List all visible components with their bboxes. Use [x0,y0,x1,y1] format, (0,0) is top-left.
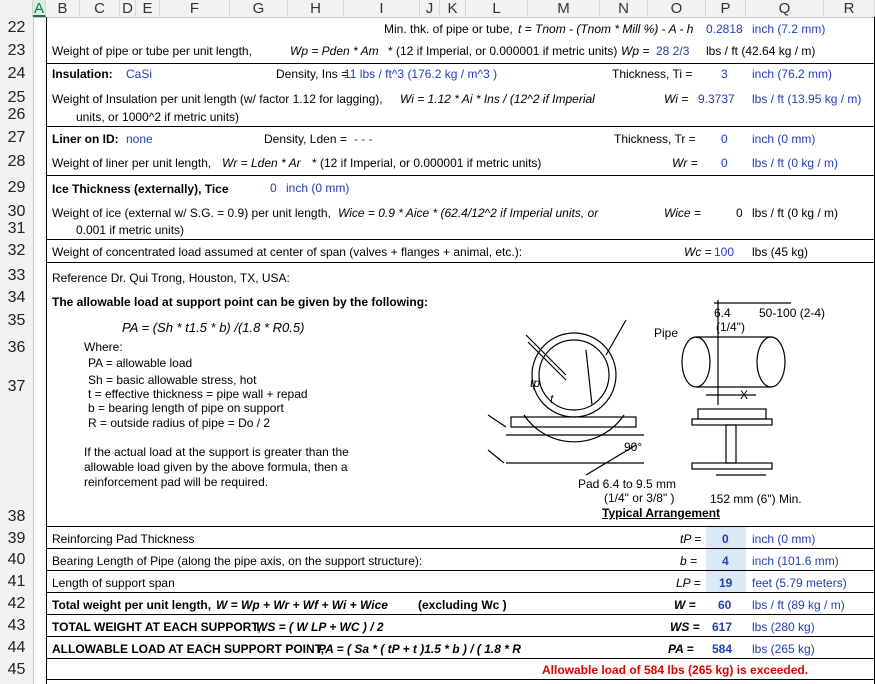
col-header-l[interactable]: L [466,0,528,17]
break-lines [488,415,506,463]
span-length-symbol: LP = [676,576,701,590]
diagram-x-label: X [740,388,749,402]
pipe-weight-value[interactable]: 28 2/3 [656,44,690,58]
beam-web [726,425,736,463]
insulation-weight-cont: units, or 1000^2 if metric units) [76,110,240,124]
total-weight-formula: W = Wp + Wr + Wf + Wi + Wice [216,598,388,612]
pad-thk-label: Reinforcing Pad Thickness [52,532,195,546]
pipe-end-right [757,337,785,387]
load-exceeded-warning: Allowable load of 584 lbs (265 kg) is exceeded. [542,663,809,677]
ice-weight-formula: Wice = 0.9 * Aice * (62.4/12^2 if Imperial units, or [338,206,599,220]
col-header-a[interactable]: A [33,0,44,17]
left-border [46,17,47,684]
conc-load-label: Weight of concentrated load assumed at center of span (valves + flanges + animal, etc.): [52,245,523,259]
liner-density-label: Density, Lden = [264,132,347,146]
span-length-label: Length of support span [52,576,175,590]
row-header[interactable]: 24 [7,65,26,82]
col-header-c[interactable]: C [80,0,120,17]
row-border [46,636,875,637]
row-header[interactable]: 40 [7,551,26,568]
row-border [46,592,875,593]
total-support-weight-formula: WS = ( W LP + WC ) / 2 [256,620,384,634]
row-header[interactable]: 35 [7,312,26,329]
min-thk-value[interactable]: 0.2818 [706,22,743,36]
where-r: R = outside radius of pipe = Do / 2 [88,416,271,430]
row-border [46,126,875,127]
insulation-density[interactable]: 11 lbs / ft^3 (176.2 kg / m^3 ) [344,67,498,81]
min-thk-label: Min. thk. of pipe or tube, [384,22,513,36]
column-header-bar [0,0,875,18]
col-header-o[interactable]: O [648,0,706,17]
liner-density[interactable]: - - - [354,132,373,146]
allowable-load-unit: lbs (265 kg) [752,642,815,656]
row-header[interactable]: 34 [7,289,26,306]
total-weight-symbol: W = [674,598,696,612]
row-header[interactable]: 36 [7,339,26,356]
liner-weight-formula: Wr = Lden * Ar [222,156,301,170]
liner-weight-value[interactable]: 0 [721,156,728,170]
note-line-3: reinforcement pad will be required. [84,475,269,489]
row-border [46,570,875,571]
diagram-dim-50-100: 50-100 (2-4) [759,306,826,320]
liner-weight-symbol: Wr = [672,156,698,170]
total-support-weight-symbol: WS = [670,620,700,634]
insulation-weight-formula: Wi = 1.12 * Ai * Ins / (12^2 if Imperial [400,92,595,106]
liner-thk-unit: inch (0 mm) [752,132,816,146]
diagram-dim-quarter: (1/4") [716,320,745,334]
col-header-b[interactable]: B [46,0,80,17]
col-header-e[interactable]: E [136,0,160,17]
pad-thk-symbol: tP = [680,532,702,546]
col-header-p[interactable]: P [706,0,746,17]
insulation-density-label: Density, Ins = [276,67,349,81]
repad-side [698,409,766,419]
col-header-r[interactable]: R [824,0,875,17]
col-header-i[interactable]: I [344,0,420,17]
row-header[interactable]: 29 [7,179,26,196]
diagram-pipe-label: Pipe [654,326,679,340]
allowable-load-formula: PA = ( Sa * ( tP + t )1.5 * b ) / ( 1.8 * R [318,642,521,656]
row-border [46,175,875,176]
liner-weight-note: * (12 if Imperial, or 0.000001 if metric units) [312,156,542,170]
insulation-label: Insulation: [52,67,113,81]
row-header[interactable]: 42 [7,595,26,612]
liner-thk-value[interactable]: 0 [721,132,728,146]
diagram-tp-label: tp [530,376,541,390]
liner-weight-label: Weight of liner per unit length, [52,156,212,170]
total-weight-label: Total weight per unit length, [52,598,212,612]
ice-weight-unit: lbs / ft (0 kg / m) [752,206,839,220]
span-length-unit: feet (5.79 meters) [752,576,847,590]
total-weight-note: (excluding Wc ) [418,598,507,612]
row-header[interactable]: 22 [7,19,26,36]
diagram-dim-6-4: 6.4 [714,306,731,320]
note-line-2: allowable load given by the above formula, then a [84,460,348,474]
insulation-weight-label: Weight of Insulation per unit length (w/ factor 1.12 for lagging), [52,92,383,106]
row-header[interactable]: 43 [7,617,26,634]
insulation-weight-symbol: Wi = [664,92,689,106]
typical-arrangement-caption: Typical Arrangement [602,506,721,520]
insulation-weight-value[interactable]: 9.3737 [698,92,735,106]
where-t: t = effective thickness = pipe wall + repad [88,387,308,401]
row-header-bar [0,17,34,684]
span-length-value[interactable]: 19 [719,576,733,590]
row-header[interactable]: 39 [7,530,26,547]
row-header[interactable]: 37 [7,378,26,395]
row-border [46,679,875,680]
where-pa: PA = allowable load [88,356,193,370]
ice-weight-label: Weight of ice (external w/ S.G. = 0.9) per unit length, [52,206,331,220]
col-header-j[interactable]: J [420,0,440,17]
diagram-min-label: 152 mm (6") Min. [710,492,802,506]
diagram-pad-label-2: (1/4" or 3/8" ) [604,491,675,505]
allowable-load-equation: PA = (Sh * t1.5 * b) /(1.8 * R0.5) [122,320,305,335]
allowable-load-heading: The allowable load at support point can be given by the following: [52,295,429,309]
beam-flange-top [692,419,772,425]
where-b: b = bearing length of pipe on support [88,401,284,415]
reference-line: Reference Dr. Qui Trong, Houston, TX, USA: [52,271,290,285]
conc-load-symbol: Wc = [684,245,712,259]
row-header[interactable]: 27 [7,129,26,146]
conc-load-unit: lbs (45 kg) [752,245,809,259]
pipe-weight-formula: Wp = Pden * Am [290,44,379,58]
row-header[interactable]: 26 [7,106,26,123]
row-header[interactable]: 31 [7,220,26,237]
pipe-end-left [682,337,710,387]
worksheet[interactable] [46,17,875,684]
total-support-weight-unit: lbs (280 kg) [752,620,815,634]
row-header[interactable]: 44 [7,639,26,656]
bearing-length-unit: inch (101.6 mm) [752,554,839,568]
col-header-q[interactable]: Q [746,0,824,17]
allowable-load-symbol: PA = [668,642,694,656]
diagram-pad-label-1: Pad 6.4 to 9.5 mm [578,477,677,491]
row-header[interactable]: 33 [7,267,26,284]
pipe-weight-note: * (12 if Imperial, or 0.000001 if metric units) [388,44,618,58]
row-header[interactable]: 38 [7,508,26,525]
diagram-angle-label: 90° [624,440,643,454]
col-header-k[interactable]: K [440,0,466,17]
allowable-load-value[interactable]: 584 [712,642,733,656]
ice-thk-value[interactable]: 0 [270,181,277,195]
total-support-weight-label: TOTAL WEIGHT AT EACH SUPPORT, [52,620,261,634]
col-header-f[interactable]: F [160,0,230,17]
col-header-h[interactable]: H [288,0,344,17]
row-border [46,658,875,659]
where-sh: Sh = basic allowable stress, hot [88,373,257,387]
ice-thk-label: Ice Thickness (externally), Tice [52,182,229,196]
row-header[interactable]: 30 [7,203,26,220]
beam-flange-bottom [692,463,772,469]
ice-weight-symbol: Wice = [664,206,701,220]
pipe-outer-circle [532,333,616,417]
col-header-d[interactable]: D [120,0,136,17]
row-border [46,262,875,263]
row-border [46,614,875,615]
row-header[interactable]: 32 [7,242,26,259]
row-border [46,548,875,549]
ice-thk-unit: inch (0 mm) [286,181,350,195]
note-line-1: If the actual load at the support is greater than the [84,445,349,459]
pad-thk-value[interactable]: 0 [722,532,729,546]
row-border [46,239,875,240]
row-header[interactable]: 25 [7,89,26,106]
bearing-length-value[interactable]: 4 [722,554,729,568]
total-weight-unit: lbs / ft (89 kg / m) [752,598,845,612]
pipe-weight-label: Weight of pipe or tube per unit length, [52,44,252,58]
bearing-length-label: Bearing Length of Pipe (along the pipe axis, on the support structure): [52,554,423,568]
col-header-g[interactable]: G [230,0,288,17]
bearing-length-symbol: b = [680,554,698,568]
ice-weight-cont: 0.001 if metric units) [76,223,185,237]
col-header-m[interactable]: M [528,0,600,17]
row-header[interactable]: 45 [7,661,26,678]
row-border [46,526,875,527]
col-header-n[interactable]: N [600,0,648,17]
min-thk-unit: inch (7.2 mm) [752,22,826,36]
row-header[interactable]: 23 [7,42,26,59]
insulation-thk-unit: inch (76.2 mm) [752,67,833,81]
insulation-material[interactable]: CaSi [126,67,153,81]
repad-arc [524,415,624,442]
row-border [46,63,875,64]
typical-arrangement-diagram [466,275,826,525]
total-weight-value[interactable]: 60 [718,598,732,612]
diagram-t-label: t [550,392,554,406]
total-support-weight-value[interactable]: 617 [712,620,733,634]
ice-weight-value[interactable]: 0 [736,206,743,220]
min-thk-formula: t = Tnom - (Tnom * Mill %) - A - h [518,22,694,36]
insulation-weight-unit: lbs / ft (13.95 kg / m) [752,92,862,106]
row-header[interactable]: 28 [7,153,26,170]
liner-material[interactable]: none [126,132,153,146]
insulation-thk-value[interactable]: 3 [721,67,728,81]
pipe-weight-symbol: Wp = [621,44,650,58]
liner-label: Liner on ID: [52,132,119,146]
allowable-load-label: ALLOWABLE LOAD AT EACH SUPPORT POINT, [52,642,324,656]
row-header[interactable]: 41 [7,573,26,590]
pad-thk-unit: inch (0 mm) [752,532,816,546]
pipe-weight-unit: lbs / ft (42.64 kg / m) [706,44,816,58]
conc-load-value[interactable]: 100 [714,245,735,259]
select-all-corner[interactable] [0,0,33,17]
where-label: Where: [84,340,123,354]
liner-thk-label: Thickness, Tr = [614,132,696,146]
liner-weight-unit: lbs / ft (0 kg / m) [752,156,839,170]
insulation-thk-label: Thickness, Ti = [612,67,693,81]
